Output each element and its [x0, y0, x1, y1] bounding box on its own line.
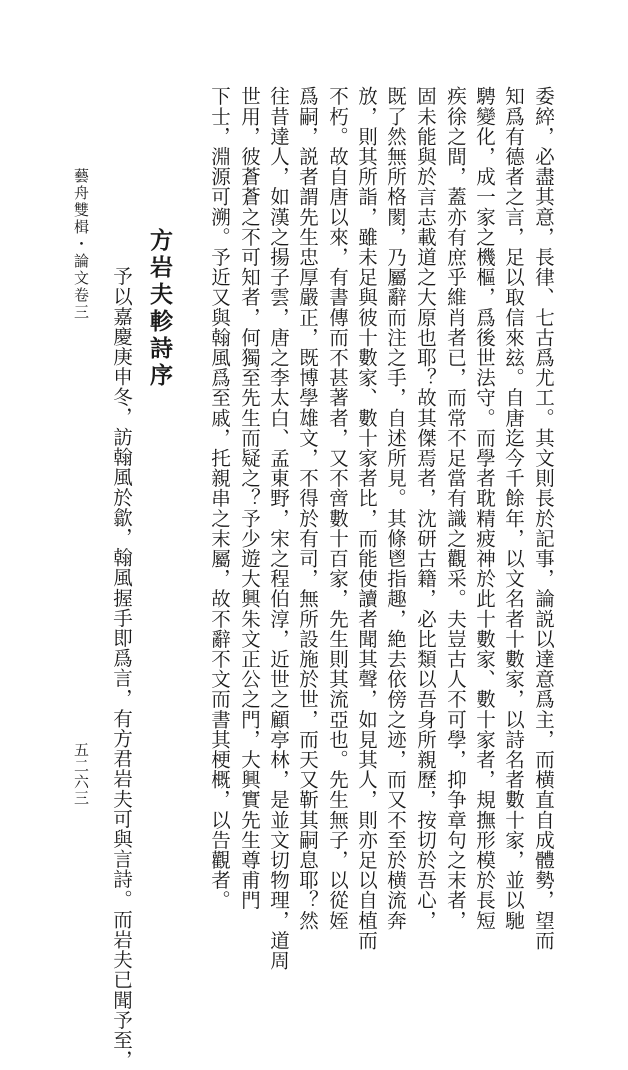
section-title: 方岩夫軫詩序 — [146, 228, 173, 390]
text-column: 放，則其所詣，雖未足與彼十數家、數十家者比，而能使讀者聞其聲，如見其人，則亦足以自植而 — [355, 86, 378, 951]
text-column: 委綷，必盡其意，長律、七古爲尤工。其文則長於記事，論説以達意爲主，而横直自成體勢，望而 — [532, 86, 555, 951]
text-column: 不朽。故自唐以來，有書傳而不甚著者，又不啻數十百家，先生則其流亞也。先生無子，以從姪 — [326, 86, 349, 931]
text-column: 往昔達人，如漢之揚子雲，唐之李太白、孟東野，宋之程伯淳，近世之顧亭林，是並文切物理，道周 — [267, 86, 290, 971]
text-column: 疾徐之間，蓋亦有庶乎維肖者已，而常不足當有識之觀采。夫豈古人不可學，抑争章句之末者， — [444, 86, 467, 931]
text-column: 爲嗣，説者謂先生忠厚嚴正，既博學雄文，不得於有司，無所設施於世，而天又靳其嗣息耶？然 — [296, 86, 319, 931]
running-title: 藝舟雙楫・論文卷三 — [72, 168, 90, 321]
text-column: 固未能與於言志載道之大原也耶？故其傑焉者，沈研古籍，必比類以吾身所親歷，按切於吾心， — [414, 86, 437, 931]
text-column: 予以嘉慶庚申冬，訪翰風於歙，翰風握手即爲言，有方君岩夫可與言詩。而岩夫已聞予至， — [110, 266, 133, 1070]
text-column: 騁變化，成一家之機樞，爲後世法守。而學者耽精疲神於此十數家、數十家者，規撫形模於長短 — [473, 86, 496, 931]
text-column: 世用，彼蒼蒼之不可知者，何獨至先生而疑之？予少遊大興朱文正公之門，大興實先生尊甫門 — [238, 86, 261, 911]
text-column: 下士，淵源可溯。予近又與翰風爲至戚，托親串之末屬，故不辭不文而書其梗概，以告觀者。 — [208, 86, 231, 911]
text-column: 既了然無所格閡，乃屬辭而注之手，自述所見。其條鬯指趣，絶去依傍之迹，而又不至於横流奔 — [384, 86, 407, 931]
text-column: 知爲有德者之言，足以取信來玆。自唐迄今千餘年，以文名者十數家，以詩名者數十家，並以馳 — [502, 86, 525, 931]
page-number: 五二六三 — [72, 742, 90, 806]
